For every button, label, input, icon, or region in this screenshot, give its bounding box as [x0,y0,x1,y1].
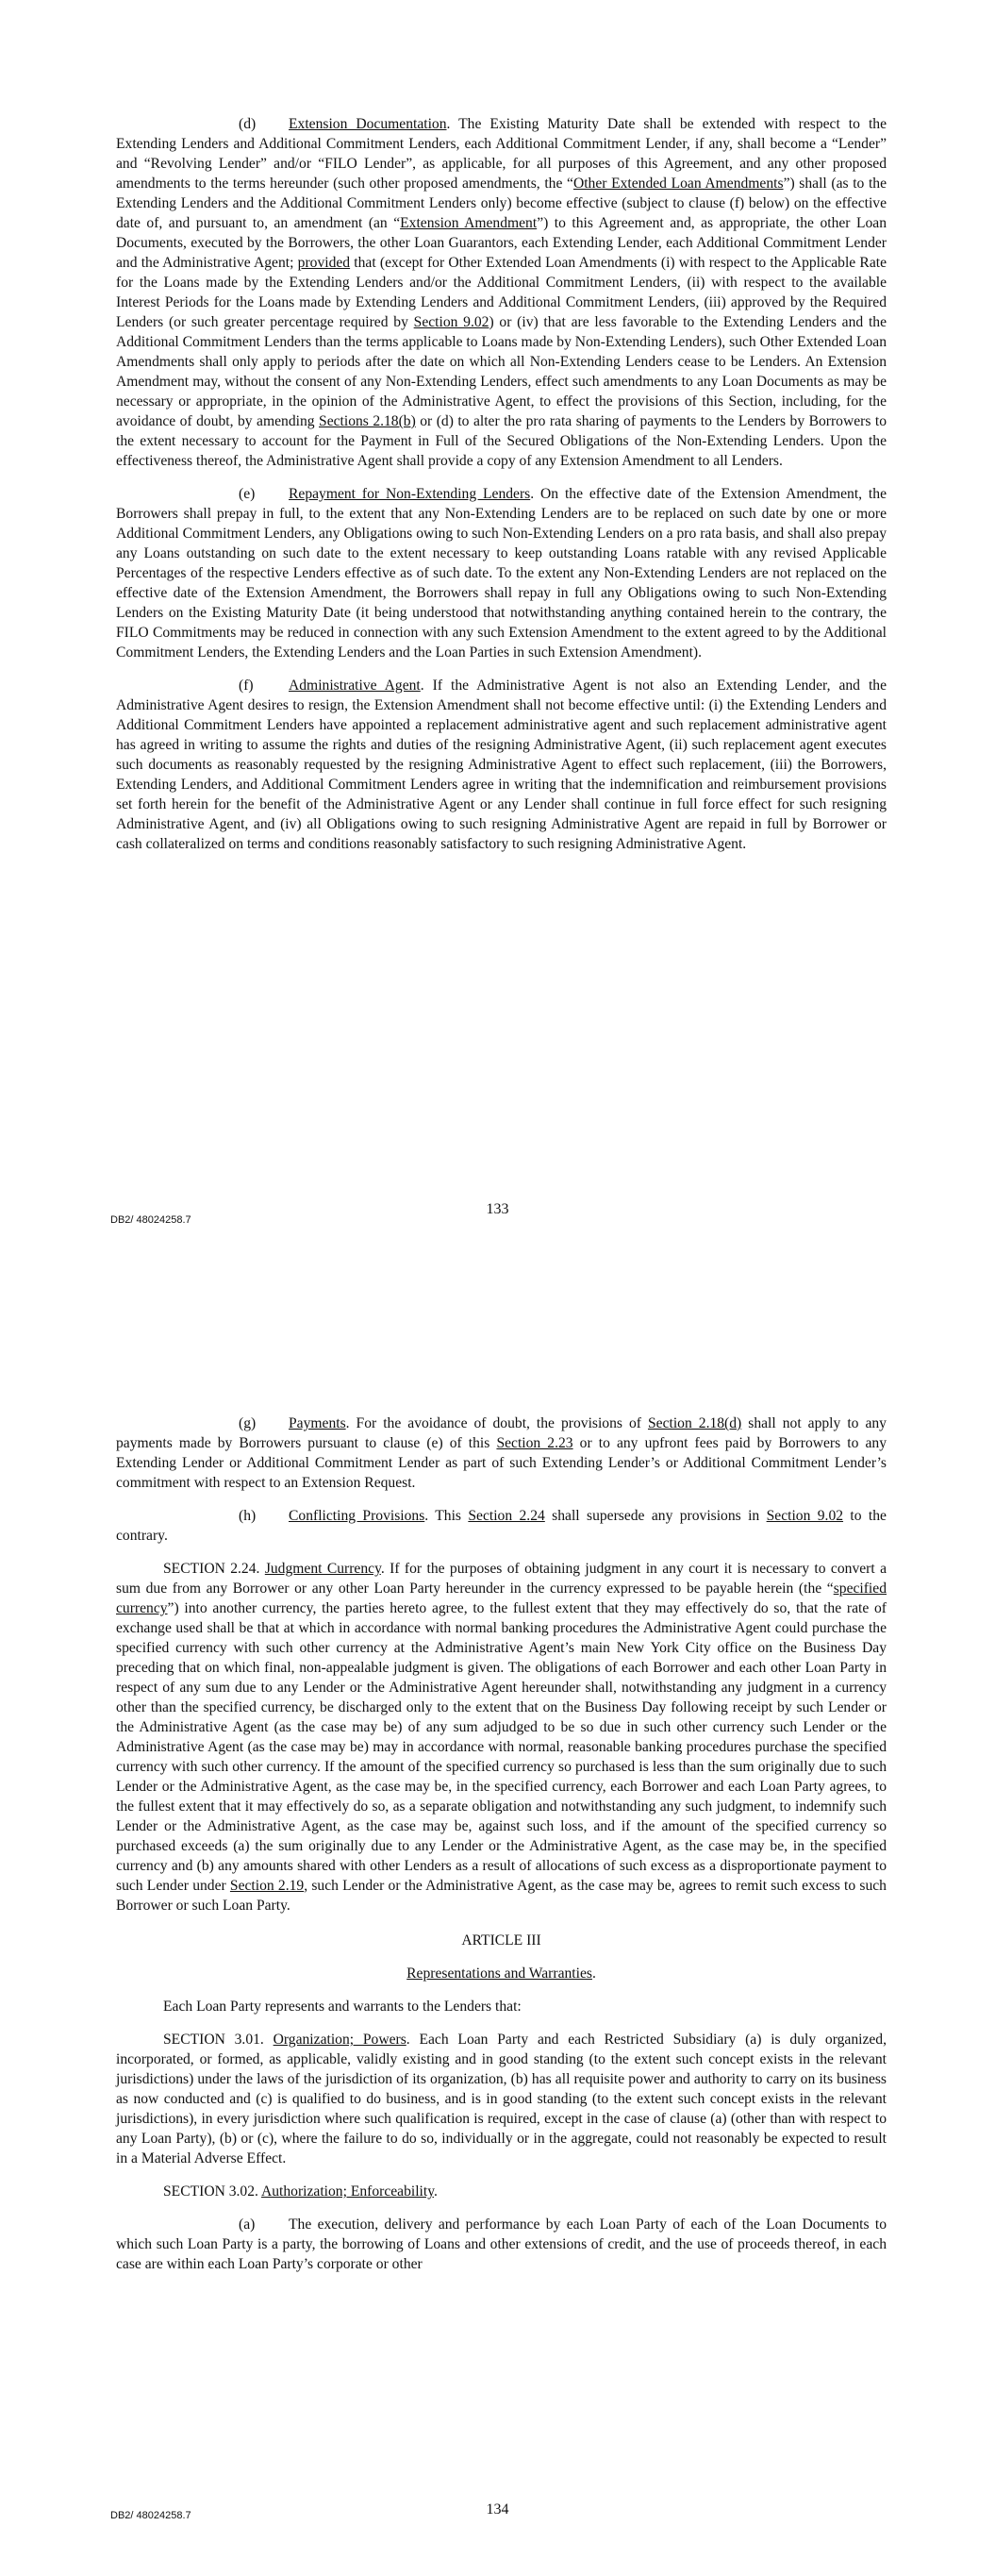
section-reference: Section 2.24 [468,1508,545,1524]
section-reference: Section 9.02 [766,1508,844,1524]
clause-number: (a) [239,2216,256,2233]
document-id: DB2/ 48024258.7 [110,2510,191,2521]
article-heading: ARTICLE III [461,1932,541,1949]
section-heading: Authorization; Enforceability [260,2183,435,2200]
clause-number: (d) [239,116,257,132]
page-number: 133 [486,1201,509,1217]
section-reference: Section 2.23 [496,1435,573,1451]
paragraph-e: (e) Repayment for Non-Extending Lenders. On the effective date of the Extension Amendment, the Borrowers shall prepay in full, to the extent that any Non-Extending Lenders are to be replaced on such date by one or more Additional Commitment Lenders, any Obligations owing to such Non-Extending Lenders on a pro rata basis, and shall also prepay any Loans outstanding on such date to the extent necessary to keep outstanding Loans ratable with any revised Applicable Percentages of the respective Lenders effective as of such date. To the extent any Non-Extending Lenders are not replaced on the effective date of the Extension Amendment, the Borrowers shall repay in full any Obligations owing to such Non-Extending Lenders on the Existing Maturity Date (it being understood that notwithstanding anything contained herein to the contrary, the FILO Commitments may be reduced in connection with any such Extension Amendment to the extent agreed to by the Additional Commitment Lenders, the Extending Lenders and the Loan Parties in such Extension Amendment). [116,486,887,661]
paragraph-d: (d) Extension Documentation. The Existing Maturity Date shall be extended with respect to the Extending Lenders and Additional Commitment Lenders, each Additional Commitment Lender, if any, shall become a “Lender” and “Revolving Lender” and/or “FILO Lender”, as applicable, for all purposes of this Agreement, and any other proposed amendments to the terms hereunder (such other proposed amendments, the “Other Extended Loan Amendments”) shall (as to the Extending Lenders and the Additional Commitment Lenders only) become effective (subject to clause (f) below) on the effective date of, and pursuant to, an amendment (an “Extension Amendment”) to this Agreement and, as appropriate, the other Loan Documents, executed by the Borrowers, the other Loan Guarantors, each Extending Lender, each Additional Commitment Lender and the Administrative Agent; provided that (except for Other Extended Loan Amendments (i) with respect to the Applicable Rate for the Loans made by the Extending Lenders and/or the Additional Commitment Lenders, (ii) with respect to the available Interest Periods for the Loans made by Extending Lenders and Additional Commitment Lenders, (iii) approved by the Required Lenders (or such greater percentage required by Section 9.02) or (iv) that are less favorable to the Extending Lenders and the Additional Commitment Lenders than the terms applicable to Loans made by Non-Extending Lenders), such Other Extended Loan Amendments shall only apply to periods after the date on which all Non-Extending Lenders cease to be Lenders. An Extension Amendment may, without the consent of any Non-Extending Lenders, effect such amendments to any Loan Documents as may be necessary or appropriate, in the opinion of the Administrative Agent, to effect the provisions of this Section, including, for the avoidance of doubt, by amending Sections 2.18(b) or (d) to alter the pro rata sharing of payments to the Lenders by Borrowers to the extent necessary to account for the Payment in Full of the Secured Obligations of the Non-Extending Lenders. Upon the effectiveness thereof, the Administrative Agent shall provide a copy of any Extension Amendment to all Lenders. [116,116,887,469]
clause-number: (g) [239,1415,257,1431]
defined-term: specified currency [116,1581,887,1616]
section-3-01: SECTION 3.01. Organization; Powers. Each Loan Party and each Restricted Subsidiary (a) is duly organized, incorporated, or formed, as applicable, validly existing and in good standing (to the extent such concept exists in the relevant jurisdictions) under the laws of the jurisdiction of its organization, (b) has all requisite power and authority to carry on its business as now conducted and (c) is qualified to do business, and is in good standing (to the extent such concept exists in the relevant jurisdictions), in every jurisdiction where such qualification is required, except in the case of clause (a) (other than with respect to any Loan Party), (b) or (c), where the failure to do so, individually or in the aggregate, could not reasonably be expected to result in a Material Adverse Effect. [116,2032,887,2166]
clause-heading: Repayment for Non-Extending Lenders [289,486,531,502]
page-number: 134 [486,2501,509,2517]
section-2-24: SECTION 2.24. Judgment Currency. If for the purposes of obtaining judgment in any court it is necessary to convert a sum due from any Borrower or any other Loan Party hereunder in the currency expressed to be payable herein (the “specified currency”) into another currency, the parties hereto agree, to the fullest extent that they may effectively do so, that the rate of exchange used shall be that at which in accordance with normal banking procedures the Administrative Agent could purchase the specified currency with such other currency at the Administrative Agent’s main New York City office on the Business Day preceding that on which final, non-appealable judgment is given. The obligations of each Borrower and each other Loan Party in respect of any sum due to any Lender or the Administrative Agent hereunder shall, notwithstanding any judgment in a currency other than the specified currency, be discharged only to the extent that on the Business Day following receipt by such Lender or the Administrative Agent (as the case may be) of any sum adjudged to be so due in such other currency such Lender or the Administrative Agent (as the case may be) may in accordance with normal, reasonable banking procedures purchase the specified currency with such other currency. If the amount of the specified currency so purchased is less than the sum originally due to such Lender or the Administrative Agent, as the case may be, in the specified currency, each Borrower and each Loan Party agrees, to the fullest extent that it may effectively do so, as a separate obligation and notwithstanding any such judgment, to indemnify such Lender or the Administrative Agent, as the case may be, against such loss, and if the amount of the specified currency so purchased exceeds (a) the sum originally due to any Lender or the Administrative Agent, as the case may be, in the specified currency and (b) any amounts shared with other Lenders as a result of allocations of such excess as a disproportionate payment to such Lender under Section 2.19, such Lender or the Administrative Agent, as the case may be, agrees to remit such excess to such Borrower or such Loan Party. [116,1561,887,1914]
page-134-body [116,1413,887,2287]
clause-heading: Payments [289,1415,346,1431]
section-reference: Sections 2.18(b) [319,413,416,429]
clause-number: (f) [239,677,254,694]
paragraph-a: (a) The execution, delivery and performance by each Loan Party of each of the Loan Documents to which such Loan Party is a party, the borrowing of Loans and other extensions of credit, and the use of proceeds thereof, in each case are within each Loan Party’s corporate or other [116,2216,887,2272]
paragraph-f: (f) Administrative Agent. If the Administrative Agent is not also an Extending Lender, and the Administrative Agent desires to resign, the Extension Amendment shall not become effective until: (i) the Extending Lenders and Additional Commitment Lenders have appointed a replacement administrative agent and such replacement administrative agent has agreed in writing to assume the rights and duties of the resigning Administrative Agent, (ii) such replacement agent executes such documents as reasonably requested by the resigning Administrative Agent to effect such replacement, (iii) the Borrowers, Extending Lenders, and Additional Commitment Lenders agree in writing that the indemnification and reimbursement provisions set forth herein for the benefit of the Administrative Agent or any Lender shall continue in full force effect for such resigning Administrative Agent, and (iv) all Obligations owing to such resigning Administrative Agent are repaid in full by Borrower or cash collateralized on terms and conditions reasonably satisfactory to such resigning Administrative Agent. [116,677,887,852]
document-id: DB2/ 48024258.7 [110,1214,191,1226]
section-label: SECTION 3.02. [163,2183,258,2200]
clause-number: (h) [239,1508,257,1524]
defined-term: Other Extended Loan Amendments [572,176,784,192]
page-133-body [116,114,887,867]
paragraph-g: (g) Payments. For the avoidance of doubt, the provisions of Section 2.18(d) shall not apply to any payments made by Borrowers pursuant to clause (e) of this Section 2.23 or to any upfront fees paid by Borrowers to any Extending Lender or Additional Commitment Lender as part of such Extending Lender’s or Additional Commitment Lender’s commitment with respect to an Extension Request. [116,1415,887,1491]
clause-heading: Extension Documentation [289,116,447,132]
clause-heading: Administrative Agent [289,677,421,694]
section-3-02: SECTION 3.02. Authorization; Enforceability. [163,2183,438,2200]
section-reference: Section 2.19 [229,1878,305,1894]
page-134 [0,1288,995,2576]
clause-heading: Conflicting Provisions [289,1508,425,1524]
article-title: Representations and Warranties. [406,1965,596,1982]
section-label: SECTION 3.01. [163,2032,264,2048]
clause-number: (e) [239,486,256,502]
section-label: SECTION 2.24. [163,1561,260,1577]
section-heading: Organization; Powers [273,2032,406,2048]
proviso: provided [297,255,351,271]
section-heading: Judgment Currency [264,1561,381,1577]
section-reference: Section 2.18(d) [647,1415,742,1431]
paragraph-h: (h) Conflicting Provisions. This Section 2.24 shall supersede any provisions in Section 9.02 to the contrary. [116,1508,887,1544]
section-reference: Section 9.02 [413,314,489,330]
intro-paragraph: Each Loan Party represents and warrants to the Lenders that: [163,1999,522,2015]
defined-term: Extension Amendment [400,215,538,231]
